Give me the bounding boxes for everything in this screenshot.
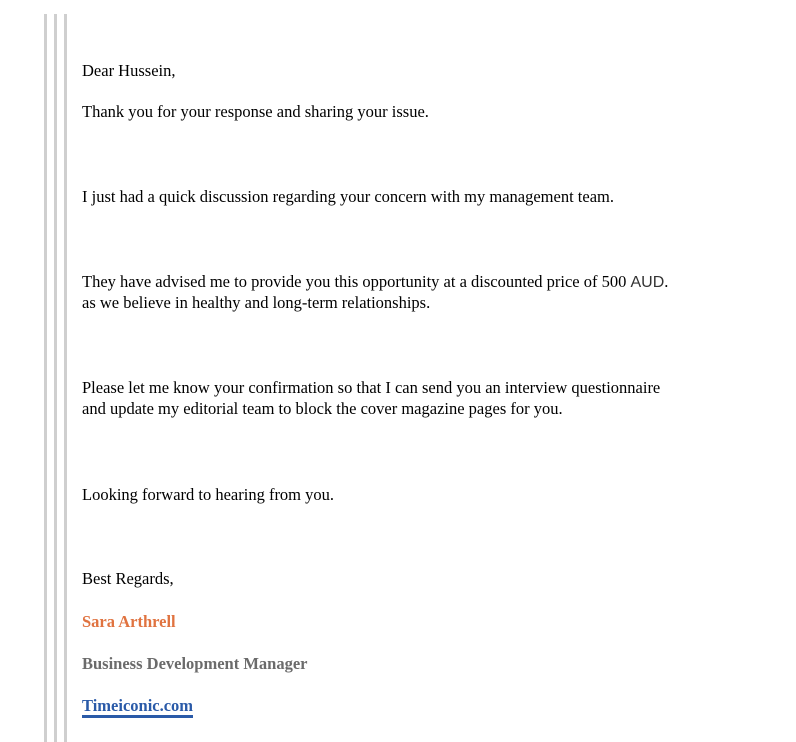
signature-website	[82, 695, 193, 716]
quote-bar	[64, 14, 67, 742]
email-paragraph-line: Please let me know your confirmation so that I can send you an interview questionnaire	[82, 378, 661, 397]
email-paragraph: Looking forward to hearing from you.	[82, 485, 335, 504]
period-text: .	[664, 272, 669, 291]
email-greeting: Dear Hussein,	[82, 61, 176, 80]
email-paragraph: Thank you for your response and sharing your issue.	[82, 102, 429, 121]
email-paragraph-line	[82, 271, 668, 293]
quote-bar	[54, 14, 57, 742]
currency-text: AUD	[630, 274, 665, 291]
email-closing: Best Regards,	[82, 569, 174, 588]
website-link[interactable]: Timeiconic.com	[82, 696, 193, 718]
email-text: They have advised me to provide you this opportunity at a discounted price of 500	[82, 272, 631, 291]
email-paragraph: I just had a quick discussion regarding your concern with my management team.	[82, 187, 614, 206]
signature-name: Sara Arthrell	[82, 612, 176, 631]
quote-bar	[44, 14, 47, 742]
email-paragraph-line: and update my editorial team to block the cover magazine pages for you.	[82, 399, 563, 418]
signature-title: Business Development Manager	[82, 654, 308, 673]
email-paragraph-line: as we believe in healthy and long-term relationships.	[82, 293, 431, 312]
